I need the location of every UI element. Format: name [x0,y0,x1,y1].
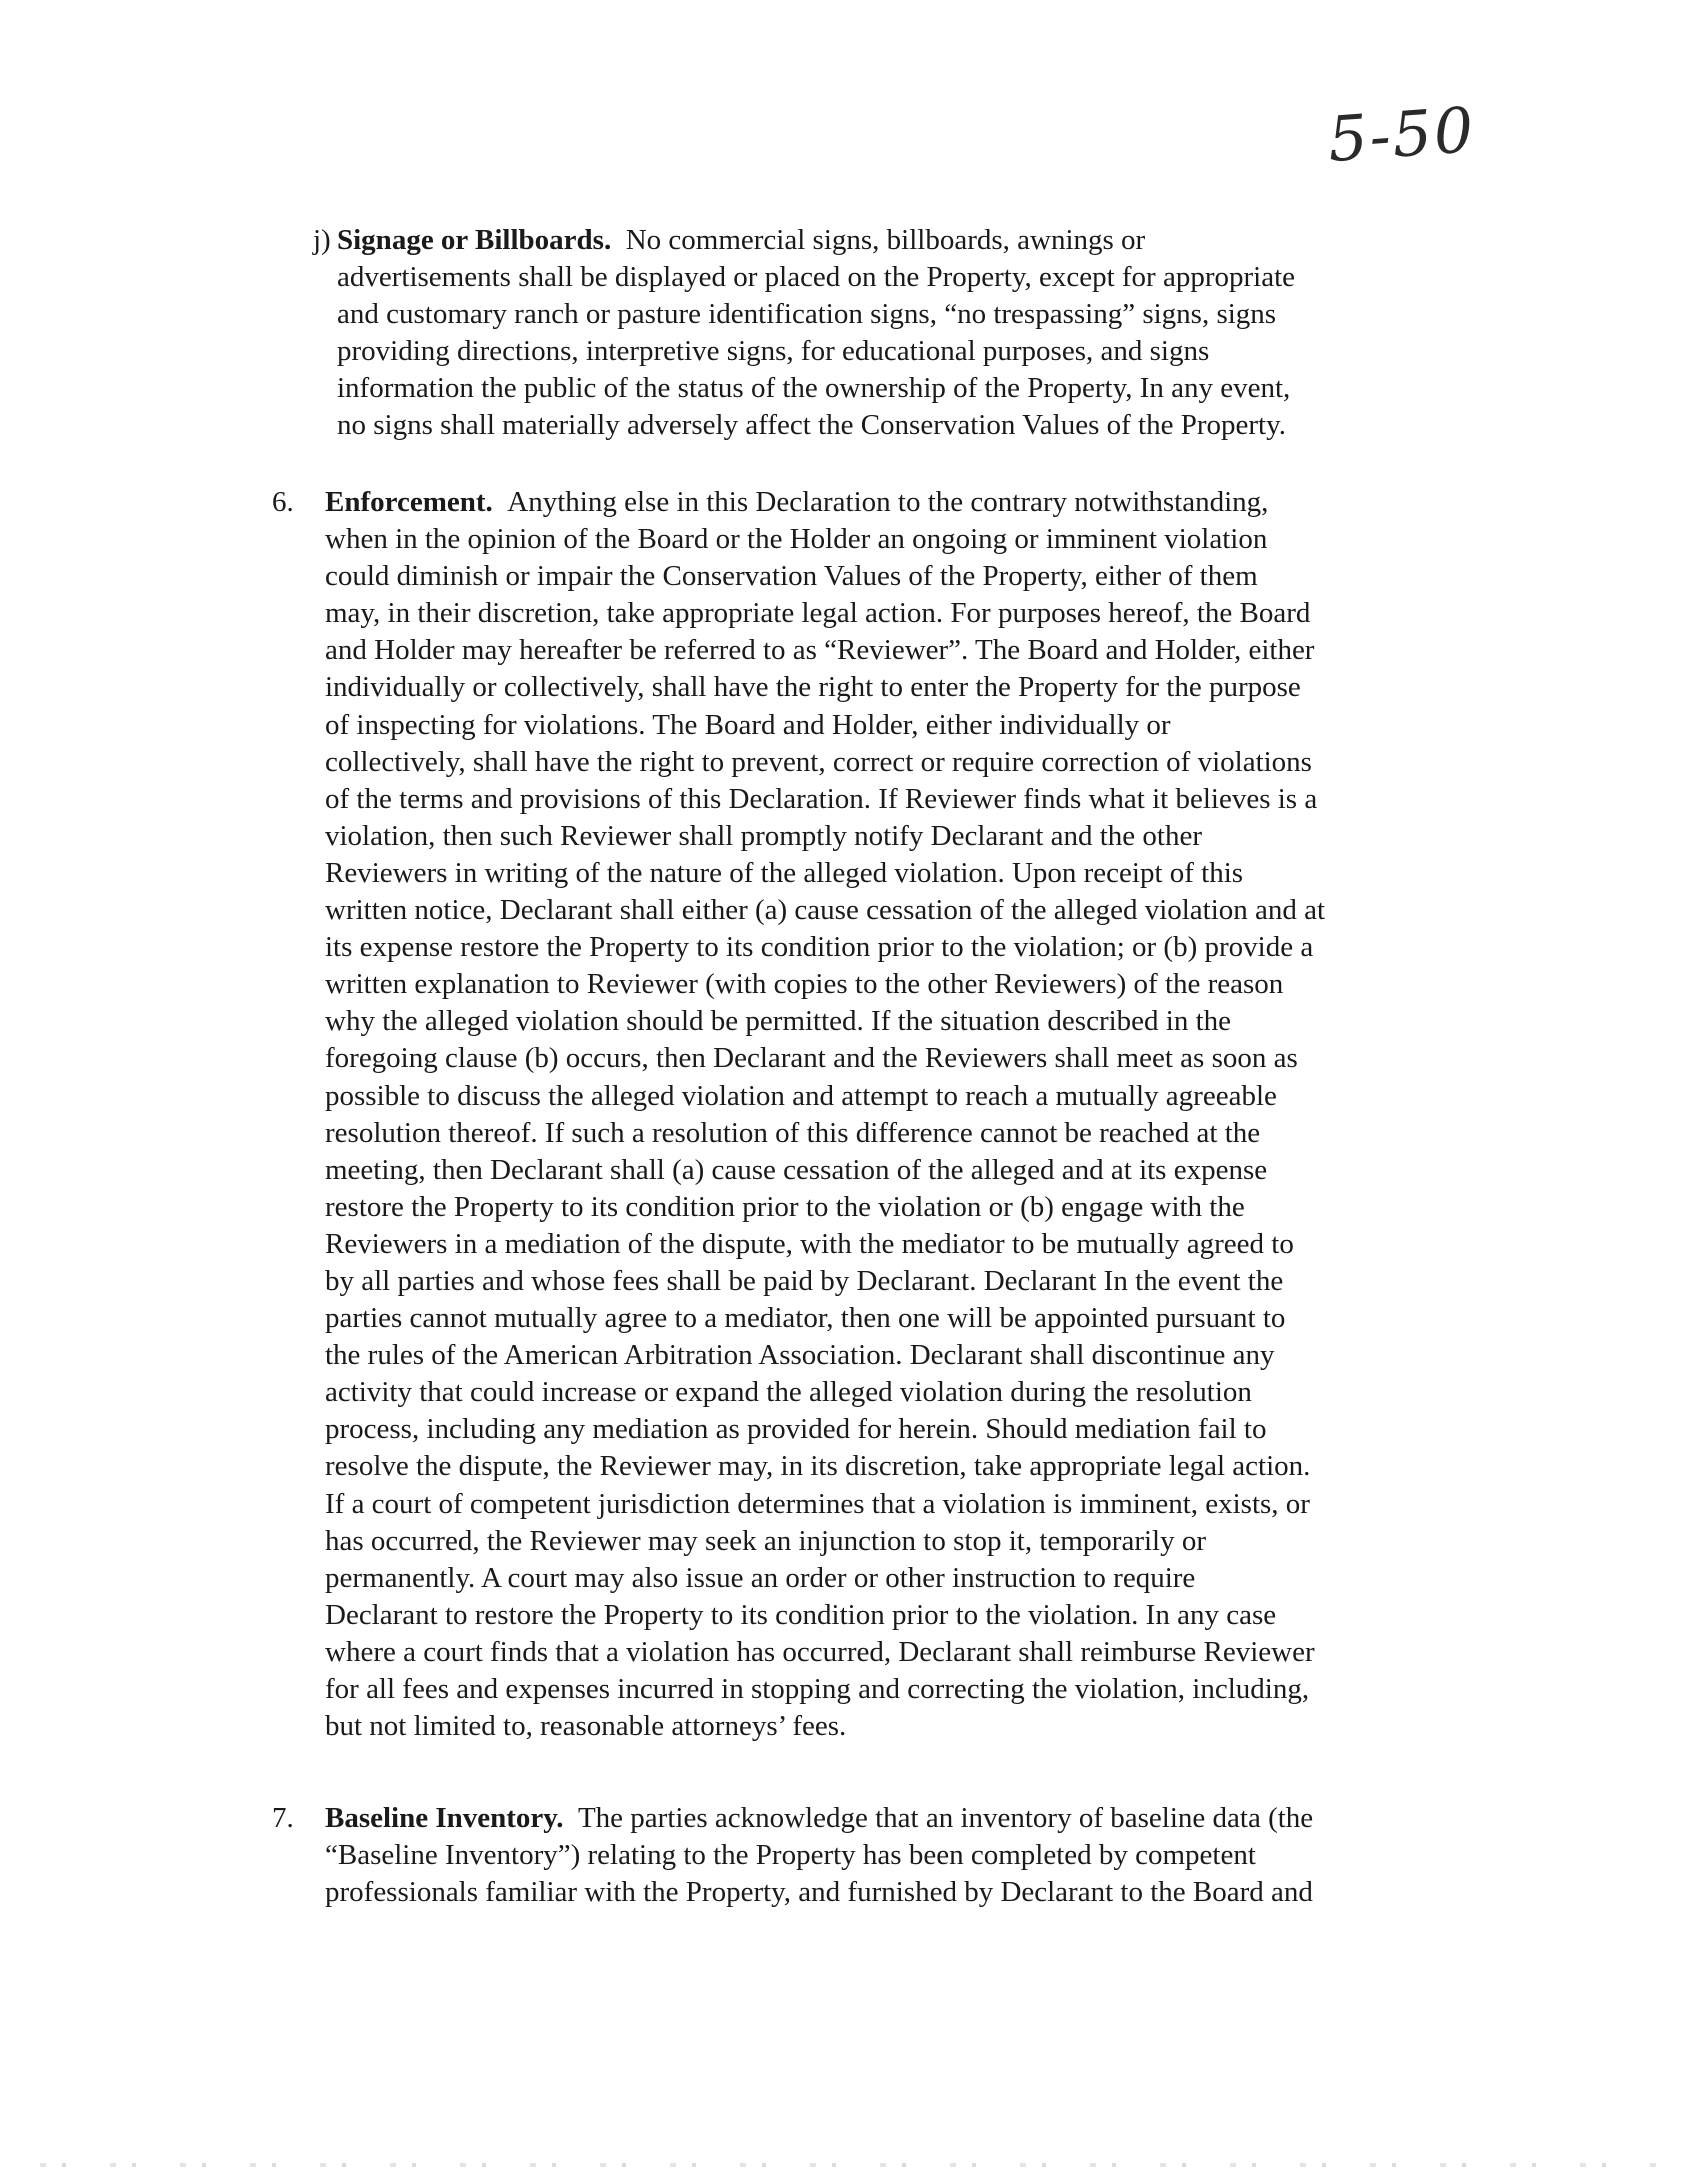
text-line: process, including any mediation as provided for herein. Should mediation fail to [325,1413,1267,1446]
section-body [325,1800,1313,1911]
text-line: “Baseline Inventory”) relating to the Property has been completed by competent [325,1839,1256,1872]
text-line: the rules of the American Arbitration Association. Declarant shall discontinue any [325,1339,1275,1372]
text-line: individually or collectively, shall have the right to enter the Property for the purpose [325,671,1301,704]
section-heading: Baseline Inventory. [325,1802,564,1834]
text-line: advertisements shall be displayed or placed on the Property, except for appropriate [337,261,1296,294]
text-line: foregoing clause (b) occurs, then Declarant and the Reviewers shall meet as soon as [325,1042,1298,1075]
text-line: permanently. A court may also issue an order or other instruction to require [325,1561,1196,1594]
section-body [337,222,1295,445]
text-line: of inspecting for violations. The Board and Holder, either individually or [325,708,1171,741]
text-line: written notice, Declarant shall either (a) cause cessation of the alleged violation and at [325,894,1326,927]
text-line: for all fees and expenses incurred in stopping and correcting the violation, including, [325,1673,1310,1705]
text-line: of the terms and provisions of this Declaration. If Reviewer finds what it believes is a [325,782,1318,815]
text-line: its expense restore the Property to its condition prior to the violation; or (b) provide a [325,931,1314,964]
section-number: j) [313,224,331,256]
handwritten-page-number: 5-50 [1325,92,1478,177]
text-line: why the alleged violation should be permitted. If the situation described in the [325,1005,1232,1038]
section-number: 6. [272,486,294,518]
text-line: providing directions, interpretive signs, for educational purposes, and signs [337,335,1210,368]
text-line: resolve the dispute, the Reviewer may, in its discretion, take appropriate legal action. [325,1450,1311,1483]
text-line: has occurred, the Reviewer may seek an injunction to stop it, temporarily or [325,1524,1207,1557]
text-line: parties cannot mutually agree to a mediator, then one will be appointed pursuant to [325,1302,1286,1335]
text-line: violation, then such Reviewer shall promptly notify Declarant and the other [325,819,1203,852]
text-line: resolution thereof. If such a resolution of this difference cannot be reached at the [325,1116,1261,1149]
text-line: restore the Property to its condition prior to the violation or (b) engage with the [325,1190,1245,1223]
text-line: when in the opinion of the Board or the Holder an ongoing or imminent violation [325,523,1268,556]
text-line: collectively, shall have the right to prevent, correct or require correction of violations [325,745,1312,778]
text-line: Enforcement. Anything else in this Declaration to the contrary notwithstanding, [325,486,1269,518]
section-number: 7. [272,1802,294,1834]
text-line: no signs shall materially adversely affect the Conservation Values of the Property. [337,409,1286,442]
text-line: written explanation to Reviewer (with copies to the other Reviewers) of the reason [325,968,1284,1001]
text-line: may, in their discretion, take appropriate legal action. For purposes hereof, the Board [325,597,1311,630]
text-line: but not limited to, reasonable attorneys’ fees. [325,1710,847,1743]
text-line: professionals familiar with the Property, and furnished by Declarant to the Board and [325,1876,1313,1909]
text-line: Reviewers in writing of the nature of the alleged violation. Upon receipt of this [325,856,1244,889]
section-heading: Signage or Billboards. [337,224,612,256]
text-line: If a court of competent jurisdiction determines that a violation is imminent, exists, or [325,1487,1310,1520]
text-line: possible to discuss the alleged violation and attempt to reach a mutually agreeable [325,1079,1277,1112]
text-line: Signage or Billboards. No commercial signs, billboards, awnings or [337,224,1146,256]
scan-artifact-line [40,2163,1666,2167]
text-line: information the public of the status of the ownership of the Property, In any event, [337,372,1291,405]
text-line: meeting, then Declarant shall (a) cause cessation of the alleged and at its expense [325,1153,1268,1186]
text-line: activity that could increase or expand the alleged violation during the resolution [325,1376,1252,1409]
text-line: Reviewers in a mediation of the dispute, with the mediator to be mutually agreed to [325,1227,1294,1260]
section-heading: Enforcement. [325,486,493,518]
text-line: Baseline Inventory. The parties acknowledge that an inventory of baseline data (the [325,1802,1314,1834]
text-line: by all parties and whose fees shall be paid by Declarant. Declarant In the event the [325,1264,1284,1297]
text-line: and customary ranch or pasture identification signs, “no trespassing” signs, signs [337,298,1277,331]
text-line: could diminish or impair the Conservation Values of the Property, either of them [325,560,1258,593]
text-line: and Holder may hereafter be referred to as “Reviewer”. The Board and Holder, either [325,634,1315,667]
section-body [325,484,1325,1745]
text-line: where a court finds that a violation has occurred, Declarant shall reimburse Reviewer [325,1635,1315,1668]
text-line: Declarant to restore the Property to its condition prior to the violation. In any case [325,1598,1277,1631]
